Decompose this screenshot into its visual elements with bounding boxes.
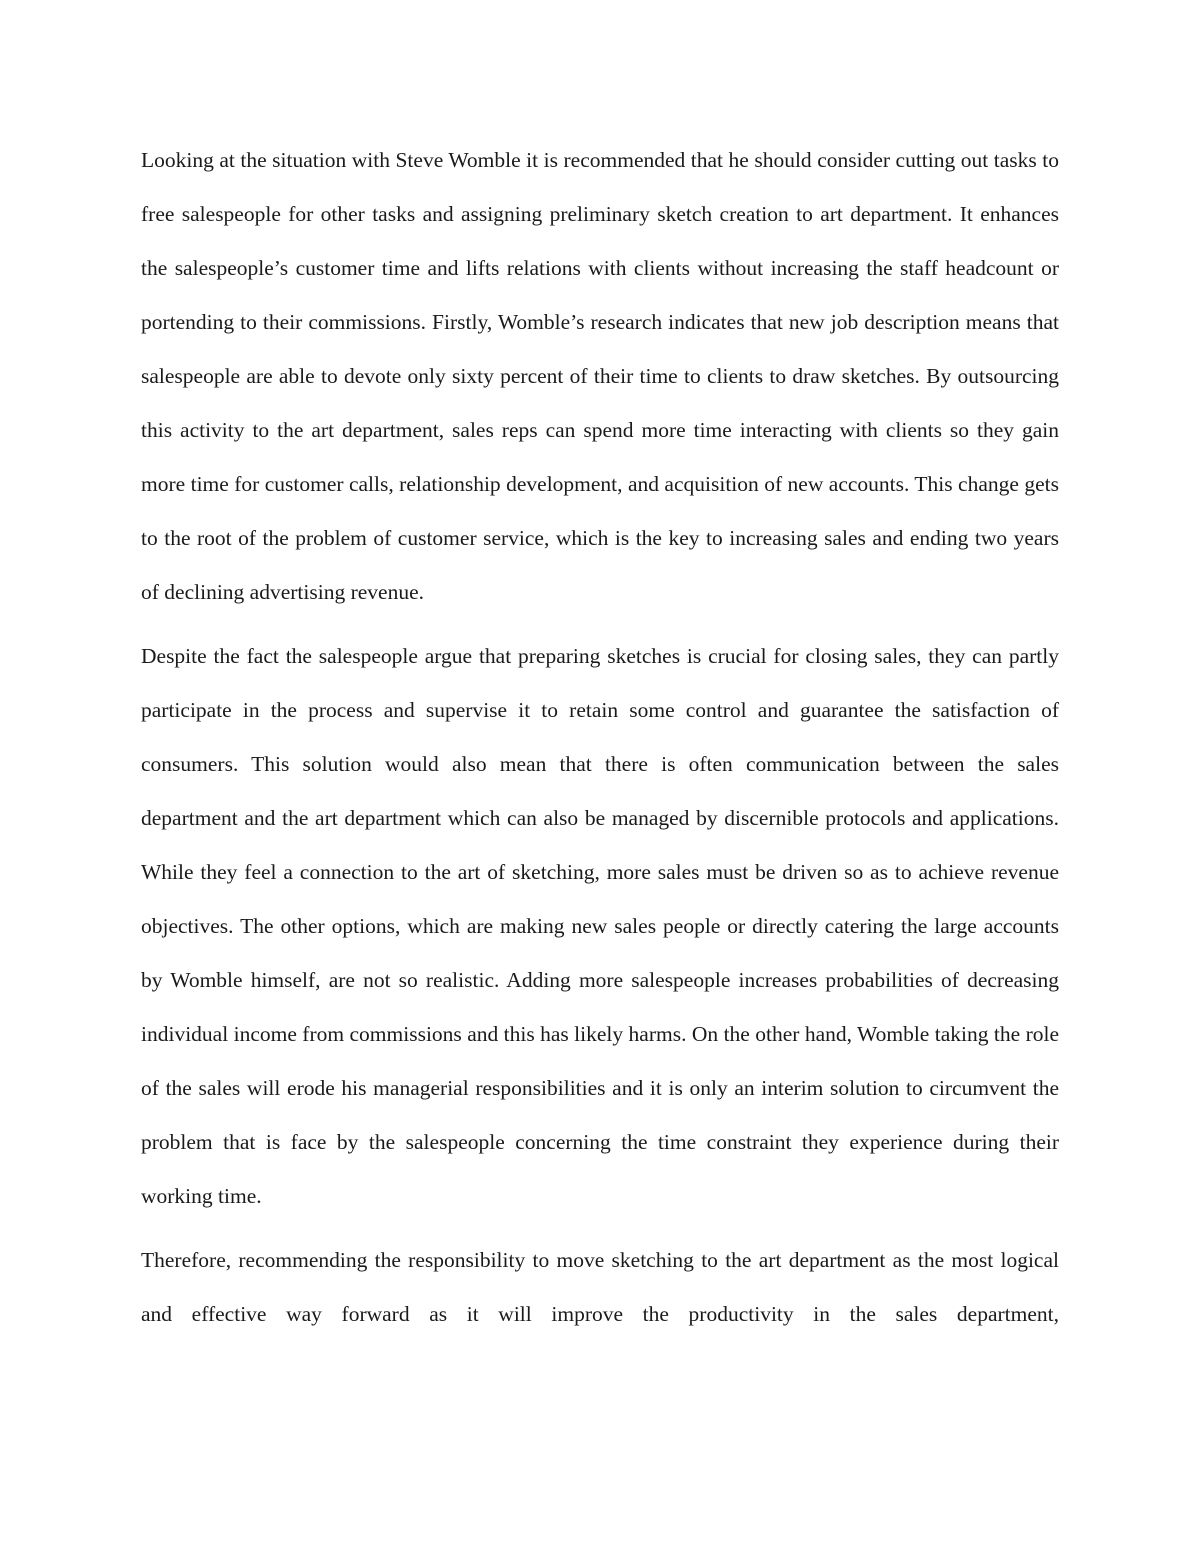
paragraph-conclusion: Therefore, recommending the responsibility to move sketching to the art department as the most logical and effective way forward as it will improve the productivity in the sales department,: [141, 1248, 1059, 1326]
paragraph-counterargument: Despite the fact the salespeople argue that preparing sketches is crucial for closing sales, they can partly participate in the process and supervise it to retain some control and guarantee the satisfaction of consumers. This solution would also mean that there is often communication between the sales department and the art department which can also be managed by discernible protocols and applications. While they feel a connection to the art of sketching, more sales must be driven so as to achieve revenue objectives. The other options, which are making new sales people or directly catering the large accounts by Womble himself, are not so realistic. Adding more salespeople increases probabilities of decreasing individual income from commissions and this has likely harms. On the other hand, Womble taking the role of the sales will erode his managerial responsibilities and it is only an interim solution to circumvent the problem that is face by the salespeople concerning the time constraint they experience during their working time.: [141, 644, 1059, 1208]
paragraph-recommendation: Looking at the situation with Steve Womble it is recommended that he should consider cutting out tasks to free salespeople for other tasks and assigning preliminary sketch creation to art department. It enhances the salespeople’s customer time and lifts relations with clients without increasing the staff headcount or portending to their commissions. Firstly, Womble’s research indicates that new job description means that salespeople are able to devote only sixty percent of their time to clients to draw sketches. By outsourcing this activity to the art department, sales reps can spend more time interacting with clients so they gain more time for customer calls, relationship development, and acquisition of new accounts. This change gets to the root of the problem of customer service, which is the key to increasing sales and ending two years of declining advertising revenue.: [141, 148, 1059, 604]
document-body: [141, 133, 1059, 1351]
